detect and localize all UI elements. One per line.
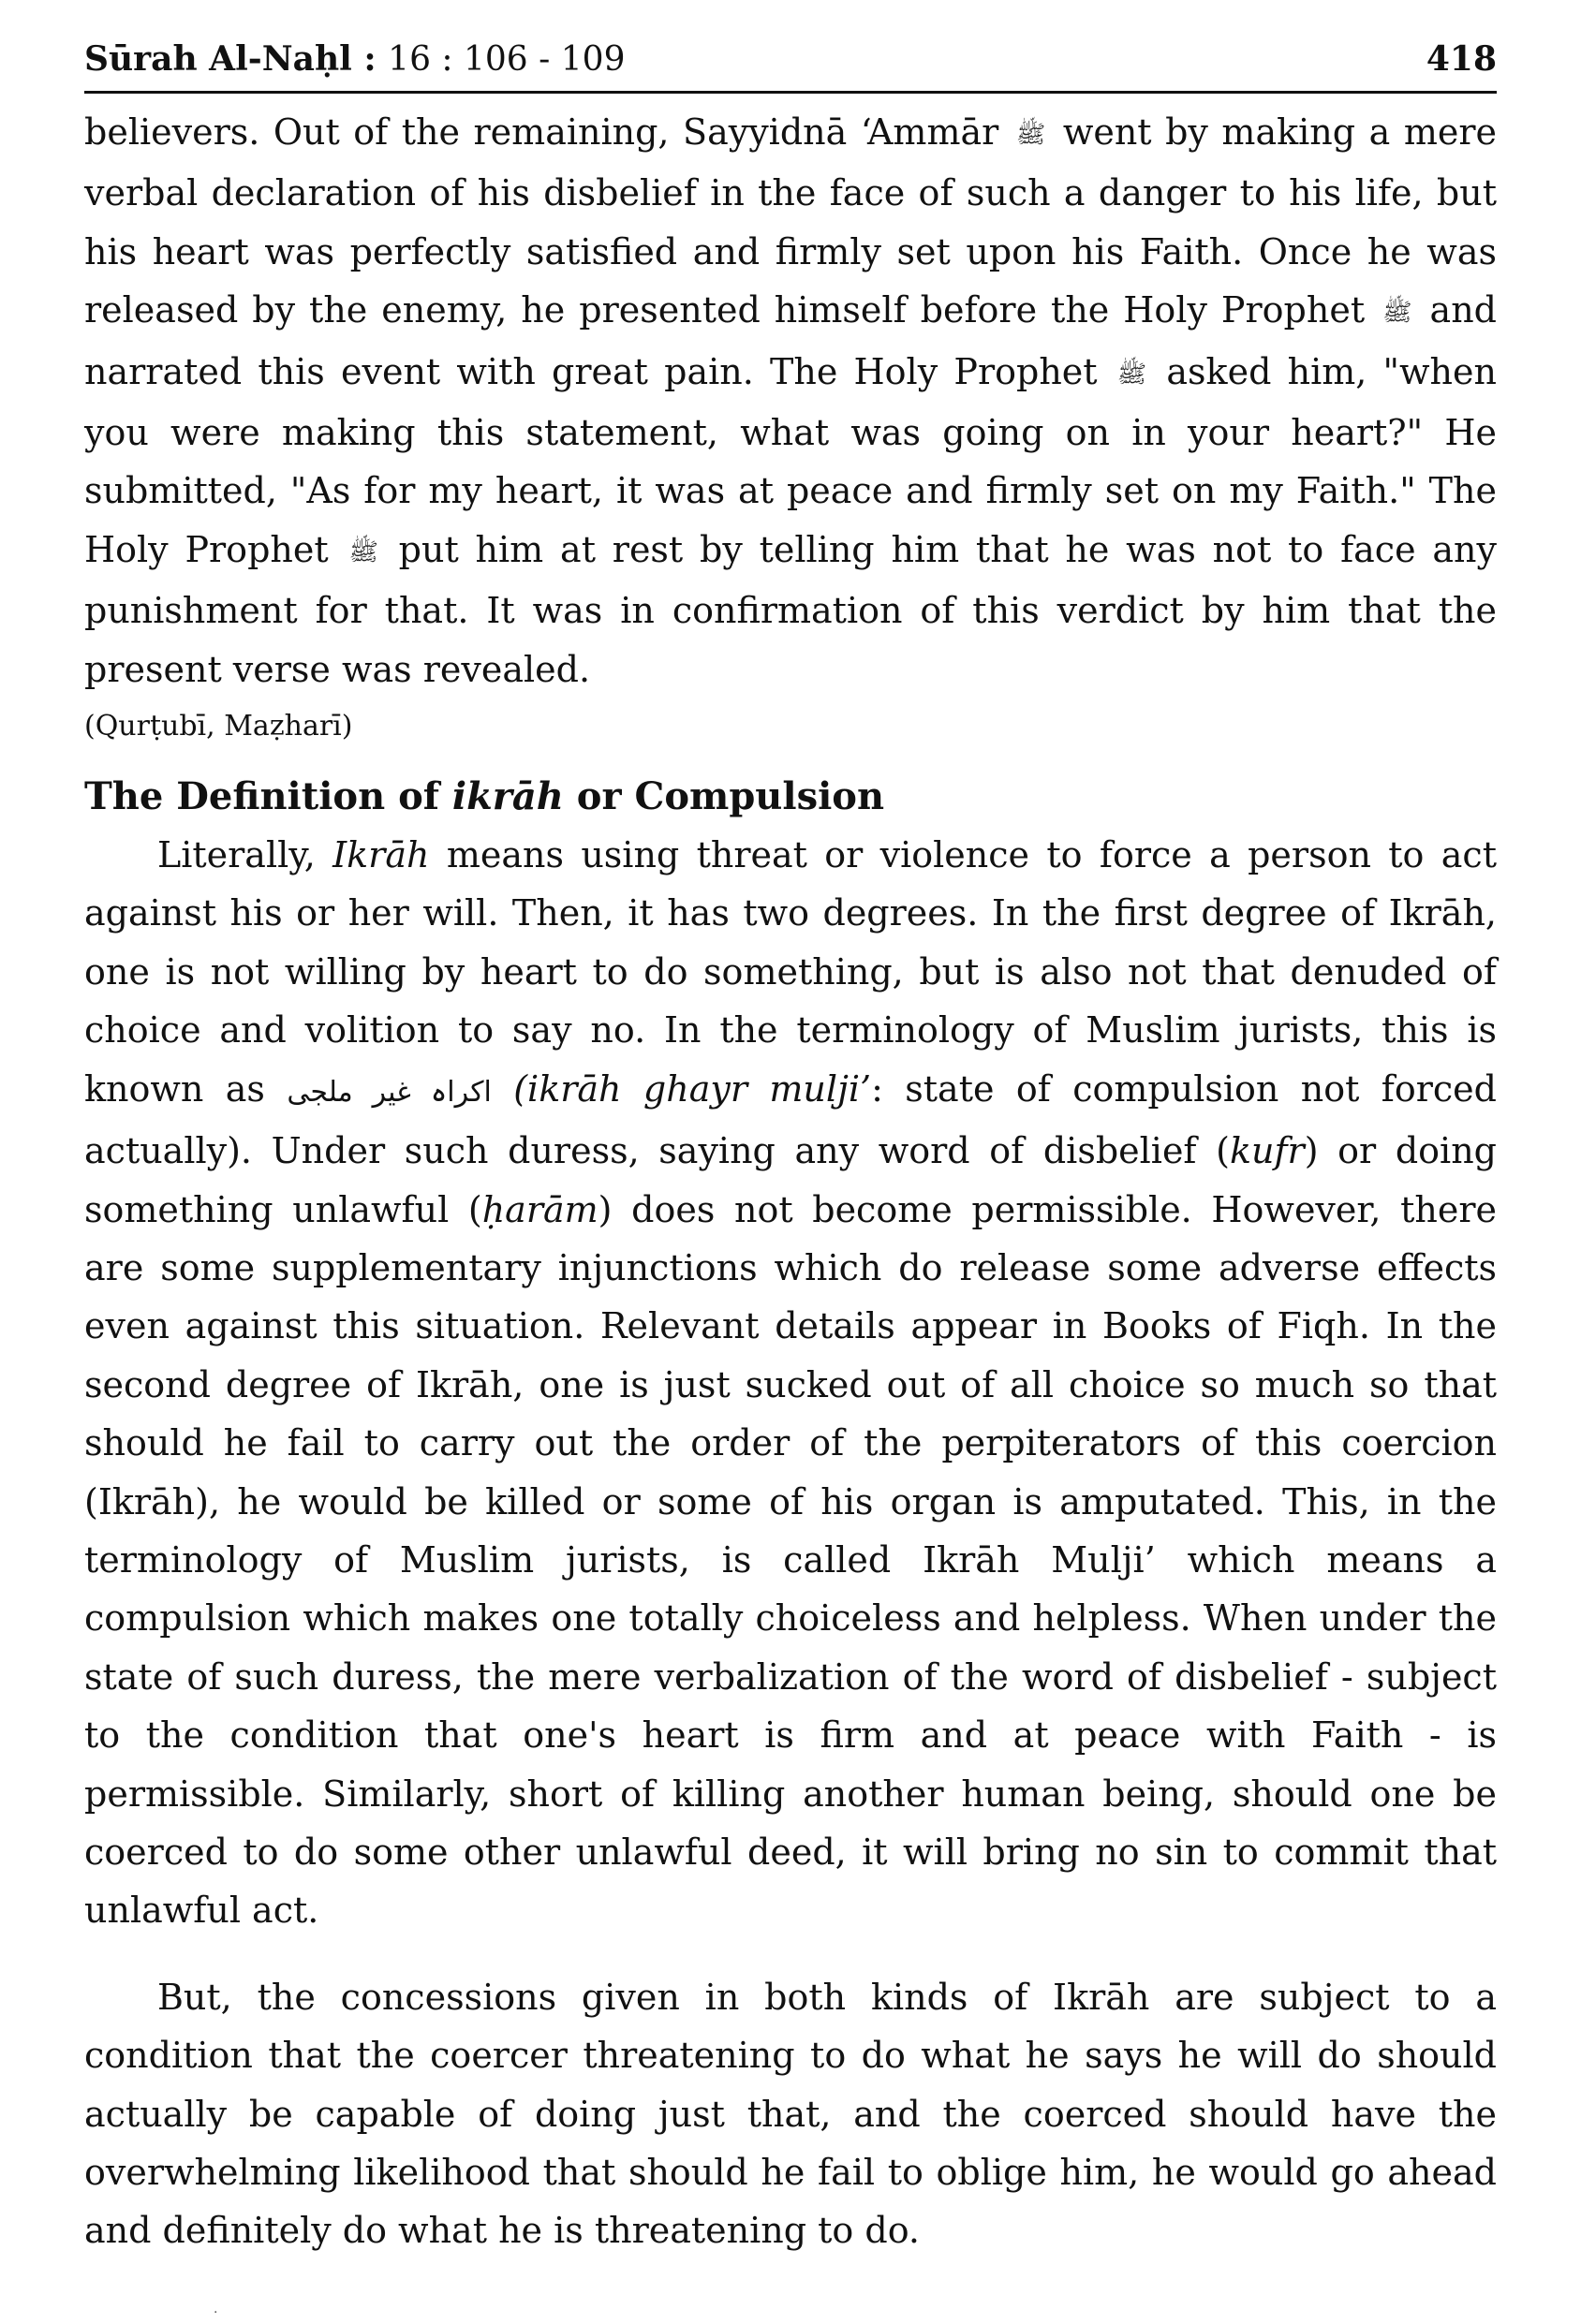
paragraph-gap [84,1940,1497,1968]
honorific-salawat-icon: ﷺ [1382,299,1412,328]
text-segment: Literally, [157,834,333,876]
honorific-salawat-icon: ﷺ [348,537,378,566]
citation: (Qurṭubī, Maẓharī) [84,710,353,743]
heading-pre: The Definition of [84,774,452,819]
page-number: 418 [1426,39,1497,79]
paragraph-ammar-narration [84,103,1497,699]
term-ikrah: Ikrāh [332,834,430,876]
text-segment: ) does not become permissible. However, there are some supplementary injunctions which do release some adverse effects even against this situation. Relevant details appear in Books of Fiqh. In the second degree of Ikrāh, one is just sucked out of all choice so much so that should he fail to carry out the order of the perpiterators of this coercion (Ikrāh), he would be killed or some of his organ is amputated. This, in the terminology of Muslim jurists, is called Ikrāh Mulji’ which means a compulsion which makes one totally choiceless and helpless. When under the state of such duress, the mere verbalization of the word of disbelief - subject to the condition that one's heart is firm and at peace with Faith - is permissible. Similarly, short of killing another human being, should one be coerced to do some other unlawful deed, it will bring no sin to commit that unlawful act. [84,1188,1497,1932]
page-body [84,103,1497,2260]
header-colon: : [351,39,389,79]
text-segment: believers. Out of the remaining, Sayyidnā ‘Ammār [84,111,1012,153]
term-kufr: kufr [1229,1130,1305,1172]
header-left [84,37,625,81]
arabic-term: اکراہ غیر ملجی [287,1075,492,1109]
transliteration: (ikrāh ghayr mulji’ [513,1067,872,1110]
text-segment: ) or doing something unlawful ( [84,1130,1497,1230]
text-segment: went by making a mere verbal declaration of his disbelief in the face of such a danger to his life, but his heart was perfectly satisfied and firmly set upon his Faith. Once he was released by the enemy, he presented himself before the Holy Prophet [84,111,1497,331]
verse-reference: 16 : 106 - 109 [388,40,626,79]
running-header [84,37,1497,94]
text-segment: means using threat or violence to force a person to act against his or her will. Then, it has two degrees. In the first degree of Ikrāh, one is not willing by heart to do something, but is also not that denuded of choice and volition to say no. In the terminology of Muslim jurists, this is known as [84,834,1497,1110]
surah-name: Sūrah Al-Naḥl [84,39,352,79]
text-segment: : state of compulsion not forced actually). Under such duress, saying any word of disbelief ( [84,1067,1497,1172]
text-segment: asked him, "when you were making this statement, what was going on in your heart?" He submitted, "As for my heart, it was at peace and firmly set on my Faith." The Holy Prophet [84,350,1497,570]
honorific-salawat-icon: ﷺ [1116,360,1147,389]
paragraph-ikrah-definition [84,826,1497,1940]
scan-speck: · [214,2305,218,2320]
heading-term: ikrāh [451,774,564,819]
term-haram: ḥarām [481,1188,598,1230]
section-heading [84,768,1497,826]
book-page [84,37,1497,2260]
honorific-radiyallahu-icon: ﷺ [1015,121,1046,149]
heading-post: or Compulsion [563,774,885,819]
text-segment: and narrated this event with great pain. The Holy Prophet [84,289,1497,392]
text-segment: put him at rest by telling him that he was not to face any punishment for that. It was in confirmation of this verdict by him that the present verse was revealed. [84,528,1497,690]
paragraph-concessions: But, the concessions given in both kinds of Ikrāh are subject to a condition that the coercer threatening to do what he says he will do should actually be capable of doing just that, and the coerced should have the overwhelming likelihood that should he fail to oblige him, he would go ahead and definitely do what he is threatening to do. [84,1976,1497,2252]
